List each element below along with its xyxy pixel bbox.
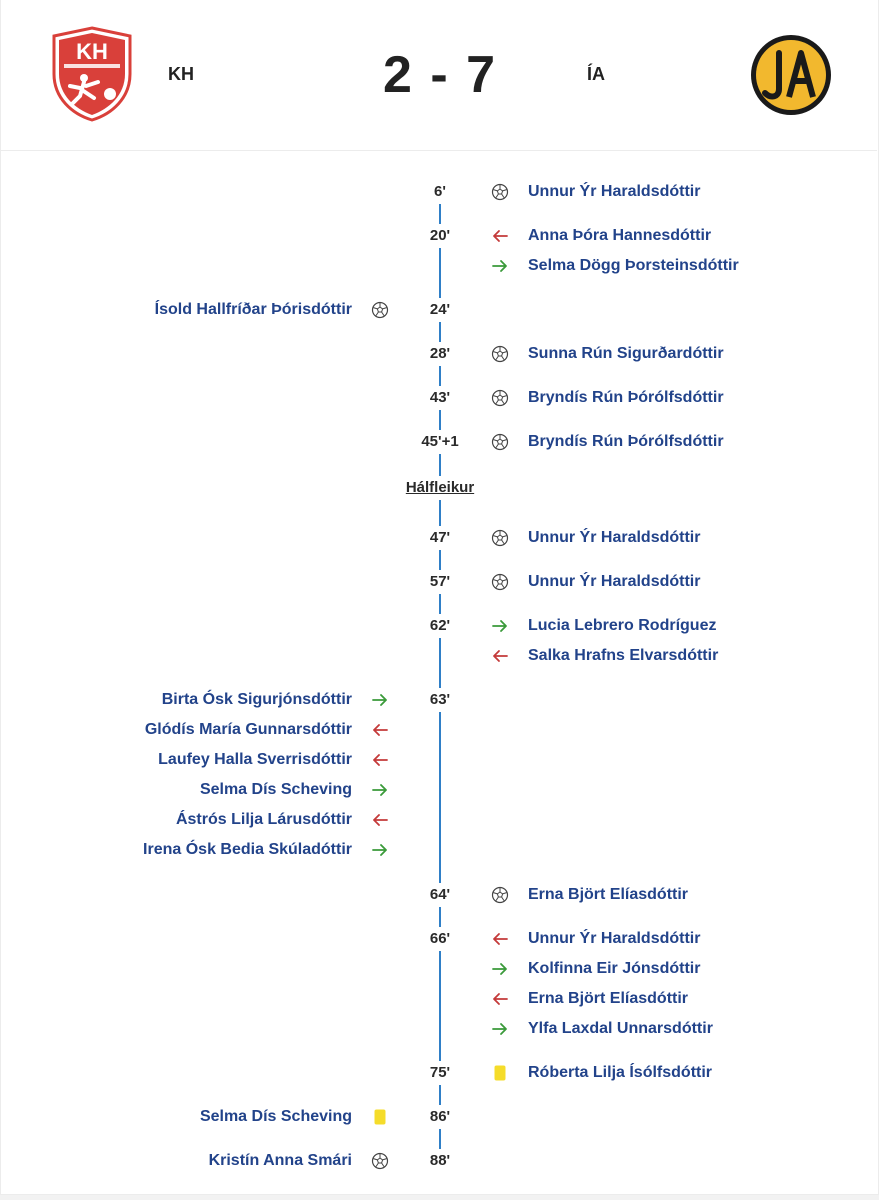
player-link[interactable]: Róberta Lilja Ísólfsdóttir [528, 1064, 713, 1081]
yellow-card-icon [491, 1064, 509, 1082]
event-minute: 43' [400, 388, 480, 408]
home-team-name[interactable]: KH [168, 64, 194, 84]
sub-out-arrow-icon [491, 647, 509, 665]
timeline-segment [439, 366, 441, 386]
sub-in-arrow-icon [371, 781, 389, 799]
match-score: 2 - 7 [382, 46, 498, 104]
sub-in-arrow-icon [491, 257, 509, 275]
sub-out-arrow-icon [491, 930, 509, 948]
timeline-segment [439, 322, 441, 342]
away-team-name[interactable]: ÍA [587, 64, 605, 84]
player-link[interactable]: Selma Dís Scheving [199, 1108, 352, 1125]
goal-ball-icon [371, 1152, 389, 1170]
event-minute: 47' [400, 528, 480, 548]
event-minute: 6' [400, 182, 480, 202]
event-minute: 57' [400, 572, 480, 592]
event-minute: 63' [400, 690, 480, 710]
timeline-segment [439, 1129, 441, 1149]
page-footer-strip [0, 1195, 879, 1200]
match-timeline [0, 151, 877, 1191]
sub-out-arrow-icon [371, 721, 389, 739]
sub-out-arrow-icon [491, 990, 509, 1008]
goal-ball-icon [491, 433, 509, 451]
event-minute: 28' [400, 344, 480, 364]
player-link[interactable]: Kolfinna Eir Jónsdóttir [528, 960, 701, 977]
timeline-segment [439, 638, 441, 688]
kh-logo-icon[interactable] [50, 26, 134, 122]
player-link[interactable]: Erna Björt Elíasdóttir [528, 990, 689, 1007]
sub-out-arrow-icon [491, 227, 509, 245]
yellow-card-icon [371, 1108, 389, 1126]
event-minute: 88' [400, 1151, 480, 1171]
event-minute: 62' [400, 616, 480, 636]
event-minute: 45'+1 [400, 432, 480, 452]
timeline-segment [439, 204, 441, 224]
event-minute: 75' [400, 1063, 480, 1083]
player-link[interactable]: Unnur Ýr Haraldsdóttir [528, 183, 701, 200]
player-link[interactable]: Lucia Lebrero Rodríguez [528, 617, 717, 634]
timeline-segment [439, 594, 441, 614]
goal-ball-icon [491, 573, 509, 591]
player-link[interactable]: Ástrós Lilja Lárusdóttir [175, 811, 352, 828]
timeline-segment [439, 410, 441, 430]
player-link[interactable]: Ylfa Laxdal Unnarsdóttir [528, 1020, 713, 1037]
player-link[interactable]: Unnur Ýr Haraldsdóttir [528, 529, 701, 546]
sub-in-arrow-icon [371, 841, 389, 859]
match-header [0, 0, 877, 151]
player-link[interactable]: Ísold Hallfríðar Þórisdóttir [154, 301, 352, 318]
sub-in-arrow-icon [491, 617, 509, 635]
timeline-segment [439, 500, 441, 526]
player-link[interactable]: Sunna Rún Sigurðardóttir [528, 345, 724, 362]
goal-ball-icon [491, 183, 509, 201]
player-link[interactable]: Glódís María Gunnarsdóttir [144, 721, 352, 738]
kh-logo-text: KH [76, 39, 108, 64]
timeline-segment [439, 550, 441, 570]
event-minute: 64' [400, 885, 480, 905]
ia-logo-icon[interactable] [749, 33, 833, 117]
goal-ball-icon [491, 886, 509, 904]
event-minute: 86' [400, 1107, 480, 1127]
sub-in-arrow-icon [371, 691, 389, 709]
event-minute: 20' [400, 226, 480, 246]
player-link[interactable]: Salka Hrafns Elvarsdóttir [528, 647, 719, 664]
event-minute: 24' [400, 300, 480, 320]
halftime-label: Hálfleikur [360, 478, 520, 498]
sub-out-arrow-icon [371, 811, 389, 829]
timeline-segment [439, 454, 441, 476]
goal-ball-icon [491, 345, 509, 363]
goal-ball-icon [491, 529, 509, 547]
timeline-segment [439, 951, 441, 1061]
player-link[interactable]: Erna Björt Elíasdóttir [528, 886, 689, 903]
sub-in-arrow-icon [491, 1020, 509, 1038]
player-link[interactable]: Selma Dögg Þorsteinsdóttir [528, 257, 739, 274]
player-link[interactable]: Kristín Anna Smári [208, 1152, 352, 1169]
player-link[interactable]: Selma Dís Scheving [199, 781, 352, 798]
goal-ball-icon [371, 301, 389, 319]
player-link[interactable]: Bryndís Rún Þórólfsdóttir [528, 389, 724, 406]
timeline-segment [439, 907, 441, 927]
player-link[interactable]: Anna Þóra Hannesdóttir [528, 227, 712, 244]
goal-ball-icon [491, 389, 509, 407]
player-link[interactable]: Unnur Ýr Haraldsdóttir [528, 930, 701, 947]
player-link[interactable]: Birta Ósk Sigurjónsdóttir [161, 691, 352, 708]
event-minute: 66' [400, 929, 480, 949]
sub-in-arrow-icon [491, 960, 509, 978]
player-link[interactable]: Bryndís Rún Þórólfsdóttir [528, 433, 724, 450]
player-link[interactable]: Laufey Halla Sverrisdóttir [158, 751, 352, 768]
player-link[interactable]: Irena Ósk Bedia Skúladóttir [143, 841, 352, 858]
sub-out-arrow-icon [371, 751, 389, 769]
timeline-segment [439, 712, 441, 883]
player-link[interactable]: Unnur Ýr Haraldsdóttir [528, 573, 701, 590]
timeline-segment [439, 1085, 441, 1105]
timeline-segment [439, 248, 441, 298]
